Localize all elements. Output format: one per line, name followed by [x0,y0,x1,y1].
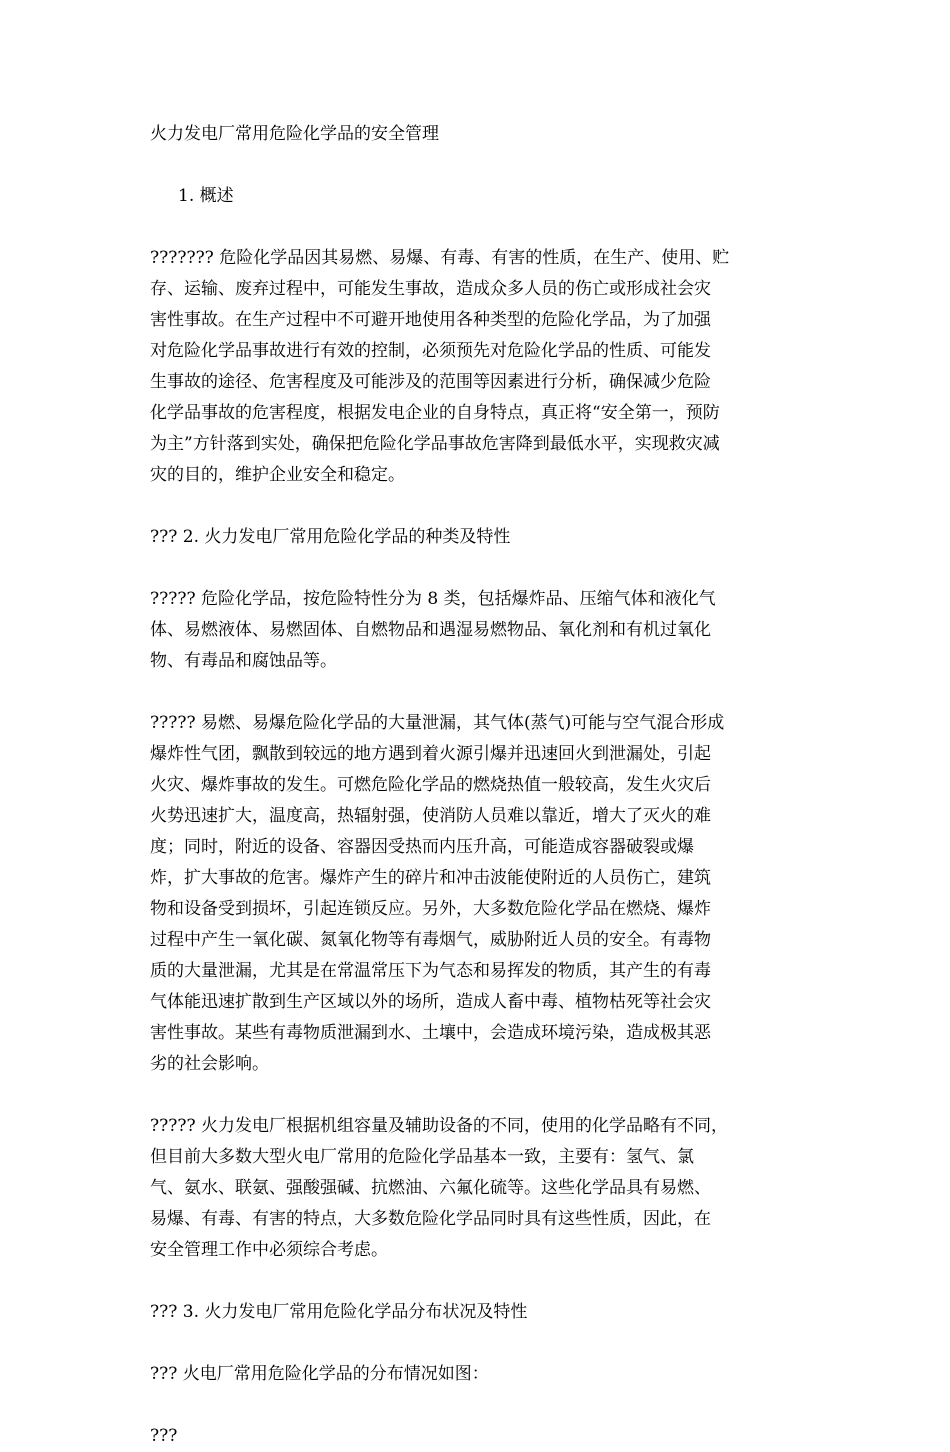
paragraph-line: 劣的社会影响。 [150,1054,269,1074]
paragraph-line: 安全管理工作中必须综合考虑。 [150,1240,388,1260]
paragraph-categories [150,584,792,677]
paragraph-line: 为主”方针落到实处，确保把危险化学品事故危害降到最低水平，实现救灾减 [150,434,720,454]
spacer [150,1390,792,1421]
paragraph-line: 火势迅速扩大，温度高，热辐射强，使消防人员难以靠近，增大了灭火的难 [150,806,711,826]
spacer [150,150,792,181]
paragraph-line: 但目前大多数大型火电厂常用的危险化学品基本一致，主要有：氢气、氯 [150,1147,694,1167]
paragraph-line: 度；同时，附近的设备、容器因受热而内压升高，可能造成容器破裂或爆 [150,837,694,857]
spacer [150,677,792,708]
section-heading-types: ??? 2. 火力发电厂常用危险化学品的种类及特性 [150,527,511,547]
paragraph-line: 气体能迅速扩散到生产区域以外的场所，造成人畜中毒、植物枯死等社会灾 [150,992,711,1012]
paragraph-line: 生事故的途径、危害程度及可能涉及的范围等因素进行分析，确保减少危险 [150,372,711,392]
paragraph-line: 害性事故。在生产过程中不可避开地使用各种类型的危险化学品，为了加强 [150,310,711,330]
paragraph-line: 灾的目的，维护企业安全和稳定。 [150,465,405,485]
paragraph-line: 爆炸性气团，飘散到较远的地方遇到着火源引爆并迅速回火到泄漏处，引起 [150,744,711,764]
section-heading-overview: 1. 概述 [178,186,234,206]
paragraph-overview [150,243,792,491]
paragraph-line: 化学品事故的危害程度，根据发电企业的自身特点，真正将“安全第一，预防 [150,403,720,423]
paragraph-placeholder: ??? [150,1426,178,1446]
paragraph-distribution: ??? 火电厂常用危险化学品的分布情况如图： [150,1364,489,1384]
paragraph-line: ??????? 危险化学品因其易燃、易爆、有毒、有害的性质，在生产、使用、贮 [150,248,730,268]
paragraph-line: 物、有毒品和腐蚀品等。 [150,651,337,671]
paragraph-line: 过程中产生一氧化碳、氮氧化物等有毒烟气，威胁附近人员的安全。有毒物 [150,930,711,950]
spacer [150,553,792,584]
section-heading-distribution: ??? 3. 火力发电厂常用危险化学品分布状况及特性 [150,1302,528,1322]
paragraph-hazards [150,708,792,1080]
paragraph-line: 对危险化学品事故进行有效的控制，必须预先对危险化学品的性质、可能发 [150,341,711,361]
paragraph-line: 火灾、爆炸事故的发生。可燃危险化学品的燃烧热值一般较高，发生火灾后 [150,775,711,795]
paragraph-line: ????? 易燃、易爆危险化学品的大量泄漏，其气体(蒸气)可能与空气混合形成 [150,713,725,733]
document-page [150,119,792,1452]
paragraph-line: 易爆、有毒、有害的特点，大多数危险化学品同时具有这些性质，因此，在 [150,1209,711,1229]
paragraph-line: ????? 火力发电厂根据机组容量及辅助设备的不同，使用的化学品略有不同， [150,1116,728,1136]
spacer [150,491,792,522]
paragraph-common-chemicals [150,1111,792,1266]
spacer [150,1080,792,1111]
spacer [150,212,792,243]
document-title: 火力发电厂常用危险化学品的安全管理 [150,124,439,144]
paragraph-line: 质的大量泄漏，尤其是在常温常压下为气态和易挥发的物质，其产生的有毒 [150,961,711,981]
paragraph-line: 物和设备受到损坏，引起连锁反应。另外，大多数危险化学品在燃烧、爆炸 [150,899,711,919]
paragraph-line: 气、氨水、联氨、强酸强碱、抗燃油、六氟化硫等。这些化学品具有易燃、 [150,1178,711,1198]
paragraph-line: 存、运输、废弃过程中，可能发生事故，造成众多人员的伤亡或形成社会灾 [150,279,711,299]
spacer [150,1266,792,1297]
paragraph-line: ????? 危险化学品，按危险特性分为 8 类，包括爆炸品、压缩气体和液化气 [150,589,716,609]
paragraph-line: 体、易燃液体、易燃固体、自燃物品和遇湿易燃物品、氧化剂和有机过氧化 [150,620,711,640]
paragraph-line: 炸，扩大事故的危害。爆炸产生的碎片和冲击波能使附近的人员伤亡，建筑 [150,868,711,888]
paragraph-line: 害性事故。某些有毒物质泄漏到水、土壤中，会造成环境污染，造成极其恶 [150,1023,711,1043]
